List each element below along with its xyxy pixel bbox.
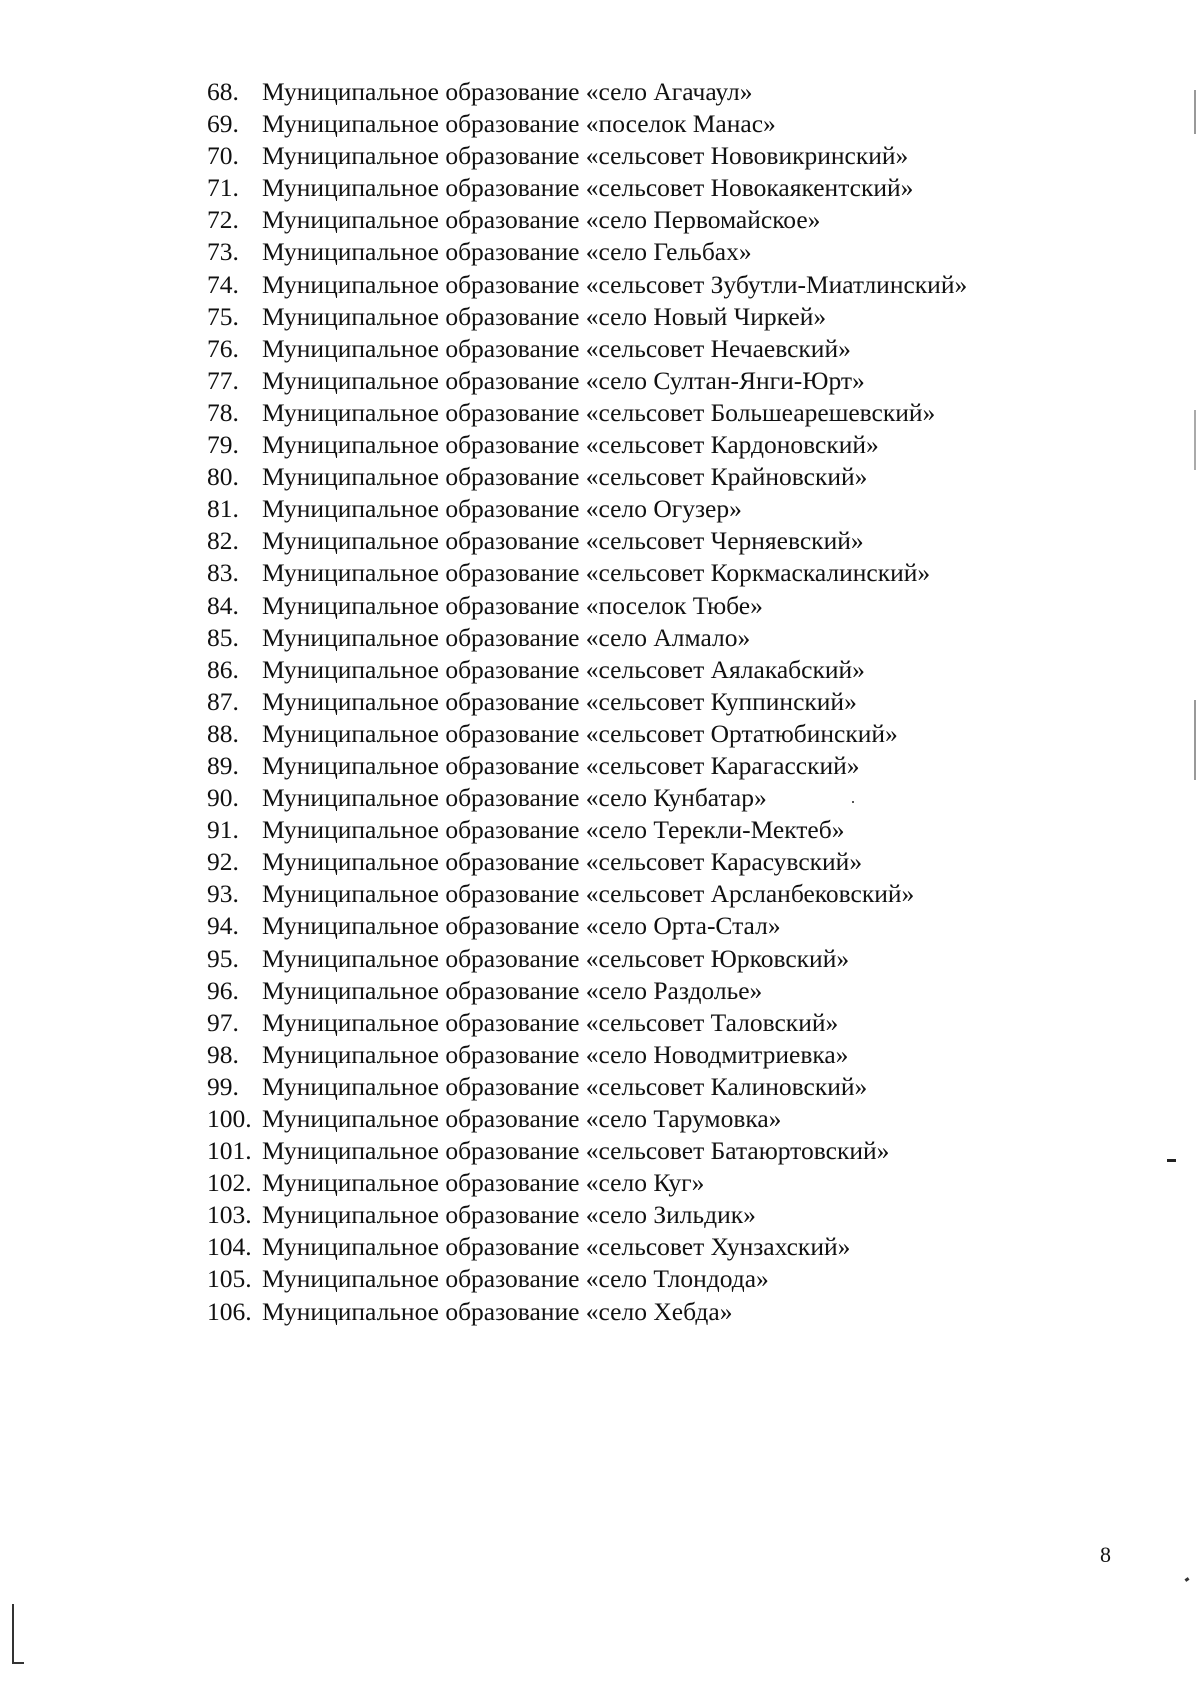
list-item-text: Муниципальное образование «сельсовет Хунзахский» — [262, 1232, 851, 1262]
list-item — [207, 429, 967, 461]
list-item-number: 69. — [207, 109, 239, 139]
list-item — [207, 814, 967, 846]
list-item-text: Муниципальное образование «село Тлондода» — [262, 1264, 769, 1294]
list-item-text: Муниципальное образование «сельсовет Батаюртовский» — [262, 1136, 890, 1166]
list-item — [207, 1263, 967, 1295]
list-item-number: 100. — [207, 1104, 252, 1133]
list-item-number: 76. — [207, 333, 239, 363]
list-item-text: Муниципальное образование «сельсовет Коркмаскалинский» — [262, 558, 931, 588]
municipality-list — [207, 76, 967, 1328]
list-item-text: Муниципальное образование «село Куг» — [262, 1168, 705, 1198]
list-item — [207, 269, 967, 301]
list-item-number: 79. — [207, 430, 239, 460]
list-item-number: 93. — [207, 879, 239, 909]
list-item-number: 78. — [207, 397, 239, 427]
list-item-number: 106. — [207, 1296, 252, 1326]
list-item — [207, 910, 967, 942]
list-item-text: Муниципальное образование «сельсовет Кардоновский» — [262, 430, 879, 460]
list-item-text: Муниципальное образование «сельсовет Зубутли-Миатлинский» — [262, 269, 968, 299]
list-item-number: 104. — [207, 1232, 252, 1262]
list-item-number: 91. — [207, 815, 239, 845]
list-item — [207, 622, 967, 654]
page-number: 8 — [1100, 1542, 1111, 1567]
list-item-number: 84. — [207, 590, 239, 620]
list-item-number: 98. — [207, 1039, 239, 1069]
list-item — [207, 1071, 967, 1103]
list-item — [207, 461, 967, 493]
list-item-number: 97. — [207, 1007, 239, 1037]
scan-artifact — [852, 801, 854, 803]
list-item — [207, 1039, 967, 1071]
scan-artifact — [1194, 700, 1196, 780]
list-item-number: 95. — [207, 943, 239, 973]
scan-artifact — [1167, 1159, 1176, 1162]
list-item — [207, 1135, 967, 1167]
list-item-number: 96. — [207, 975, 239, 1005]
list-item-text: Муниципальное образование «село Орта-Стал» — [262, 911, 781, 941]
list-item-number: 87. — [207, 686, 239, 716]
list-item-text: Муниципальное образование «сельсовет Таловский» — [262, 1007, 839, 1037]
scan-artifact — [1194, 410, 1196, 470]
list-item-number: 88. — [207, 718, 239, 748]
list-item — [207, 1167, 967, 1199]
list-item-text: Муниципальное образование «село Первомайское» — [262, 205, 821, 235]
scan-artifact — [1194, 90, 1196, 134]
list-item — [207, 108, 967, 140]
list-item — [207, 365, 967, 397]
list-item-number: 105. — [207, 1264, 252, 1294]
list-item-number: 74. — [207, 269, 239, 299]
list-item-number: 83. — [207, 558, 239, 588]
list-item — [207, 846, 967, 878]
list-item-text: Муниципальное образование «село Гельбах» — [262, 237, 752, 267]
list-item — [207, 397, 967, 429]
list-item — [207, 140, 967, 172]
list-item-text: Муниципальное образование «село Тарумовка» — [262, 1104, 782, 1133]
list-item — [207, 172, 967, 204]
list-item-text: Муниципальное образование «сельсовет Арсланбековский» — [262, 879, 915, 909]
list-item-text: Муниципальное образование «сельсовет Нововикринский» — [262, 141, 909, 171]
list-item — [207, 590, 967, 622]
list-item-number: 70. — [207, 141, 239, 171]
list-item — [207, 236, 967, 268]
list-item-text: Муниципальное образование «село Хебда» — [262, 1296, 733, 1326]
list-item-text: Муниципальное образование «село Новодмитриевка» — [262, 1039, 849, 1069]
list-item-number: 94. — [207, 911, 239, 941]
list-item — [207, 493, 967, 525]
list-item-number: 101. — [207, 1136, 252, 1166]
list-item-number: 103. — [207, 1200, 252, 1230]
list-item-number: 90. — [207, 783, 239, 813]
list-item-number: 80. — [207, 462, 239, 492]
list-item-text: Муниципальное образование «село Зильдик» — [262, 1200, 756, 1230]
list-item-number: 72. — [207, 205, 239, 235]
list-item-number: 77. — [207, 365, 239, 395]
list-item-text: Муниципальное образование «сельсовет Юрковский» — [262, 943, 850, 973]
list-item-text: Муниципальное образование «сельсовет Аялакабский» — [262, 654, 865, 684]
list-item-text: Муниципальное образование «сельсовет Карагасский» — [262, 750, 860, 780]
list-item — [207, 1007, 967, 1039]
list-item-text: Муниципальное образование «сельсовет Куппинский» — [262, 686, 857, 716]
list-item — [207, 1199, 967, 1231]
list-item — [207, 333, 967, 365]
list-item-number: 81. — [207, 494, 239, 524]
list-item — [207, 1103, 967, 1135]
list-item-number: 85. — [207, 622, 239, 652]
scan-artifact — [12, 1662, 24, 1664]
list-item-text: Муниципальное образование «село Султан-Янги-Юрт» — [262, 365, 865, 395]
list-item-text: Муниципальное образование «село Раздолье» — [262, 975, 763, 1005]
list-item-text: Муниципальное образование «село Агачаул» — [262, 77, 753, 106]
list-item — [207, 782, 967, 814]
list-item — [207, 943, 967, 975]
list-item-number: 75. — [207, 301, 239, 331]
list-item — [207, 718, 967, 750]
list-item-text: Муниципальное образование «село Огузер» — [262, 494, 742, 524]
list-item-text: Муниципальное образование «сельсовет Черняевский» — [262, 526, 864, 556]
list-item — [207, 204, 967, 236]
list-item-text: Муниципальное образование «поселок Манас» — [262, 109, 776, 139]
list-item-text: Муниципальное образование «сельсовет Ортатюбинский» — [262, 718, 898, 748]
list-item — [207, 557, 967, 589]
list-item-text: Муниципальное образование «сельсовет Карасувский» — [262, 847, 863, 877]
list-item — [207, 76, 967, 108]
scan-artifact — [12, 1604, 14, 1664]
list-item-text: Муниципальное образование «село Алмало» — [262, 622, 751, 652]
list-item — [207, 1296, 967, 1328]
list-item-text: Муниципальное образование «село Новый Чиркей» — [262, 301, 827, 331]
list-item-text: Муниципальное образование «сельсовет Большеарешевский» — [262, 397, 936, 427]
list-item-text: Муниципальное образование «поселок Тюбе» — [262, 590, 763, 620]
list-item-text: Муниципальное образование «сельсовет Калиновский» — [262, 1071, 868, 1101]
list-item-text: Муниципальное образование «село Терекли-Мектеб» — [262, 815, 845, 845]
list-item-number: 82. — [207, 526, 239, 556]
list-item-number: 89. — [207, 750, 239, 780]
list-item-number: 71. — [207, 173, 239, 203]
list-item-text: Муниципальное образование «сельсовет Крайновский» — [262, 462, 868, 492]
list-item — [207, 686, 967, 718]
list-item-number: 86. — [207, 654, 239, 684]
list-item-text: Муниципальное образование «сельсовет Новокаякентский» — [262, 173, 914, 203]
list-item — [207, 878, 967, 910]
list-item-number: 73. — [207, 237, 239, 267]
list-item-text: Муниципальное образование «село Кунбатар» — [262, 783, 767, 813]
list-item-text: Муниципальное образование «сельсовет Нечаевский» — [262, 333, 851, 363]
list-item — [207, 525, 967, 557]
list-item-number: 92. — [207, 847, 239, 877]
list-item — [207, 1231, 967, 1263]
list-item-number: 99. — [207, 1071, 239, 1101]
list-item — [207, 654, 967, 686]
list-item — [207, 975, 967, 1007]
list-item-number: 68. — [207, 77, 239, 106]
list-item — [207, 301, 967, 333]
list-item — [207, 750, 967, 782]
list-item-number: 102. — [207, 1168, 252, 1198]
scan-artifact — [1185, 1577, 1190, 1582]
